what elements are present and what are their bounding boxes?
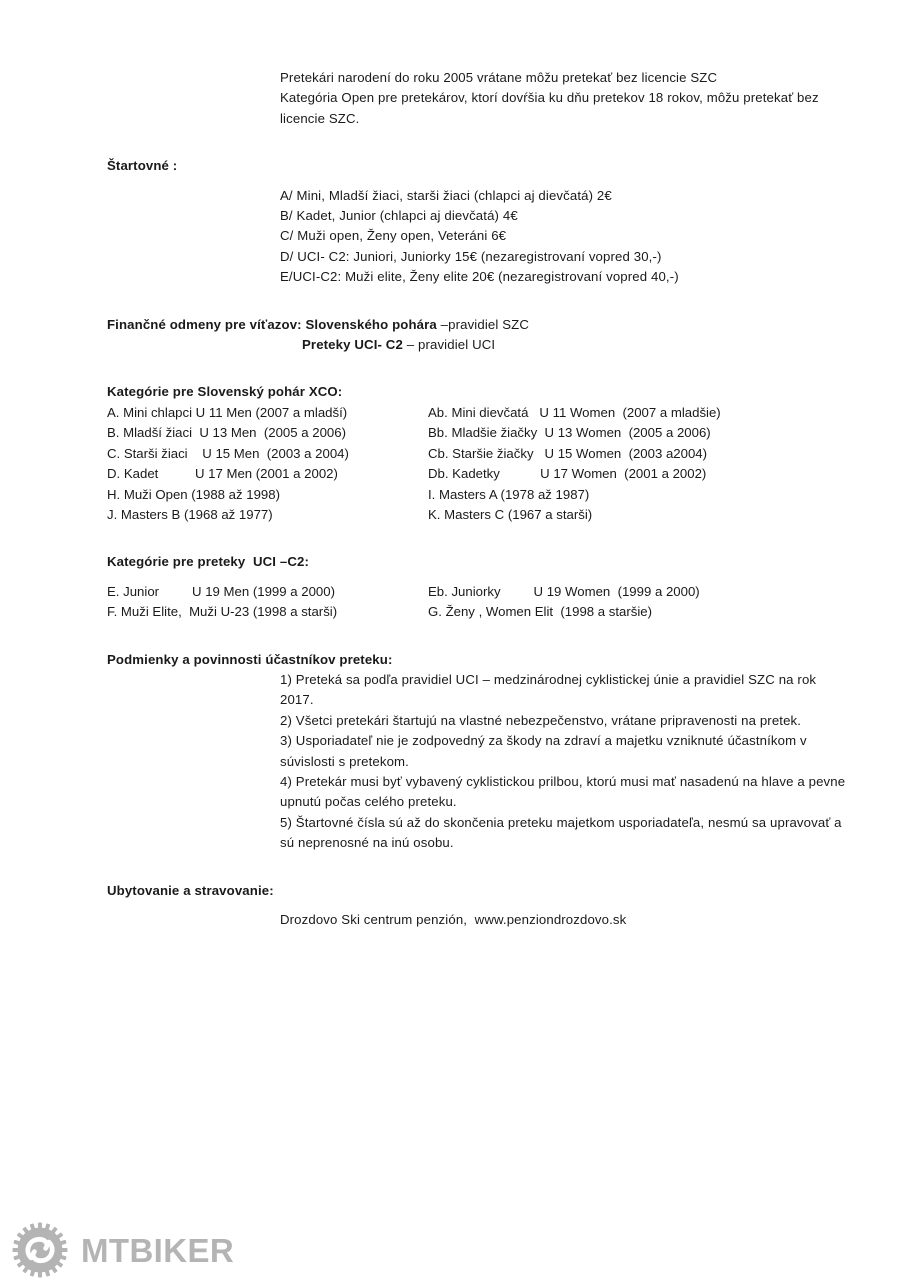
prizes-line-2 (302, 335, 910, 355)
category-cell-left: D. Kadet U 17 Men (2001 a 2002) (107, 466, 338, 482)
category-cell-right: Bb. Mladšie žiačky U 13 Women (2005 a 2006) (428, 425, 711, 441)
condition-item-5: 5) Štartovné čísla sú až do skončenia preteku majetkom usporiadateľa, nesmú sa upravovať a sú neprenosné na inú osobu. (280, 814, 846, 851)
intro-line-2: Kategória Open pre pretekárov, ktorí dovŕšia ku dňu pretekov 18 rokov, môžu pretekať bez licencie SZC. (280, 90, 823, 126)
category-cell-left: J. Masters B (1968 až 1977) (107, 506, 273, 522)
gear-spiral-icon (12, 1222, 68, 1278)
prizes-block (0, 315, 910, 356)
spacer (0, 854, 910, 881)
mtbiker-watermark (12, 1222, 234, 1278)
prizes-line-1-rest: –pravidiel SZC (440, 316, 529, 332)
accommodation-text: Drozdovo Ski centrum penzión, www.penziondrozdovo.sk (280, 912, 627, 927)
category-cell-right: Cb. Staršie žiačky U 15 Women (2003 a2004) (428, 445, 708, 461)
intro-line-1: Pretekári narodení do roku 2005 vrátane môžu pretekať bez licencie SZC (280, 70, 718, 85)
table-row (107, 464, 807, 484)
prizes-line-2-rest: – pravidiel UCI (406, 337, 496, 353)
condition-item-4: 4) Pretekár musi byť vybavený cyklistickou prilbou, ktorú musi mať nasadenú na hlave a pevne upnutú počas celého preteku. (280, 773, 849, 810)
table-row (107, 403, 807, 423)
category-cell-right: Db. Kadetky U 17 Women (2001 a 2002) (428, 466, 707, 482)
entry-fee-item-e: E/UCI-C2: Muži elite, Ženy elite 20€ (nezaregistrovaní vopred 40,-) (280, 269, 679, 285)
entry-fee-block (0, 156, 910, 287)
accommodation-heading: Ubytovanie a stravovanie: (107, 882, 274, 898)
category-cell-right: K. Masters C (1967 a starši) (428, 506, 593, 522)
categories-sp-heading: Kategórie pre Slovenský pohár XCO: (107, 384, 343, 400)
table-row (107, 444, 807, 464)
mtbiker-wordmark: MTBIKER (81, 1231, 235, 1269)
spacer (0, 573, 910, 582)
spacer (0, 525, 910, 552)
spacer (0, 901, 910, 910)
category-cell-left: E. Junior U 19 Men (1999 a 2000) (107, 583, 335, 599)
table-row (107, 602, 807, 622)
spacer (0, 129, 910, 156)
categories-uci-block (0, 552, 910, 622)
categories-uci-heading: Kategórie pre preteky UCI –C2: (107, 554, 309, 570)
categories-sp-table (107, 403, 807, 525)
intro-block (0, 68, 910, 129)
category-cell-left: C. Starši žiaci U 15 Men (2003 a 2004) (107, 445, 349, 461)
category-cell-right: G. Ženy , Women Elit (1998 a staršie) (428, 604, 653, 620)
condition-item-3: 3) Usporiadateľ nie je zodpovedný za škody na zdraví a majetku vzniknuté účastníkom v súvislosti s pretekom. (280, 733, 811, 769)
spacer (0, 355, 910, 382)
entry-fee-item-c: C/ Muži open, Ženy open, Veteráni 6€ (280, 228, 507, 244)
condition-item-2: 2) Všetci pretekári štartujú na vlastné nebezpečenstvo, vrátane pripravenosti na pretek. (280, 712, 802, 728)
category-cell-right: I. Masters A (1978 až 1987) (428, 486, 590, 502)
table-row (107, 423, 807, 443)
table-row (107, 582, 807, 602)
entry-fee-heading: Štartovné : (107, 158, 178, 174)
category-cell-left: F. Muži Elite, Muži U-23 (1998 a starši) (107, 604, 338, 620)
table-row (107, 505, 807, 525)
category-cell-left: B. Mladší žiaci U 13 Men (2005 a 2006) (107, 425, 346, 441)
categories-sp-block (0, 382, 910, 525)
conditions-block (0, 650, 910, 854)
category-cell-right: Ab. Mini dievčatá U 11 Women (2007 a mladšie) (428, 404, 721, 420)
entry-fee-item-a: A/ Mini, Mladší žiaci, starši žiaci (chlapci aj dievčatá) 2€ (280, 187, 612, 203)
spacer (0, 623, 910, 650)
spacer (0, 288, 910, 315)
prizes-line-1 (107, 315, 910, 335)
entry-fee-item-b: B/ Kadet, Junior (chlapci aj dievčatá) 4€ (280, 208, 518, 224)
category-cell-left: A. Mini chlapci U 11 Men (2007 a mladší) (107, 404, 348, 420)
category-cell-left: H. Muži Open (1988 až 1998) (107, 486, 280, 502)
conditions-heading: Podmienky a povinnosti účastníkov preteku: (107, 651, 393, 667)
spacer (0, 177, 910, 186)
entry-fee-item-d: D/ UCI- C2: Juniori, Juniorky 15€ (nezaregistrovaní vopred 30,-) (280, 248, 662, 264)
accommodation-block (0, 881, 910, 931)
table-row (107, 485, 807, 505)
category-cell-right: Eb. Juniorky U 19 Women (1999 a 2000) (428, 583, 700, 599)
categories-uci-table (107, 582, 807, 623)
condition-item-1: 1) Preteká sa podľa pravidiel UCI – medzinárodnej cyklistickej únie a pravidiel SZC na rok 2017. (280, 671, 820, 708)
prizes-line-1-bold: Finančné odmeny pre víťazov: Slovenského pohára (107, 316, 441, 332)
prizes-line-2-bold: Preteky UCI- C2 (302, 337, 407, 353)
